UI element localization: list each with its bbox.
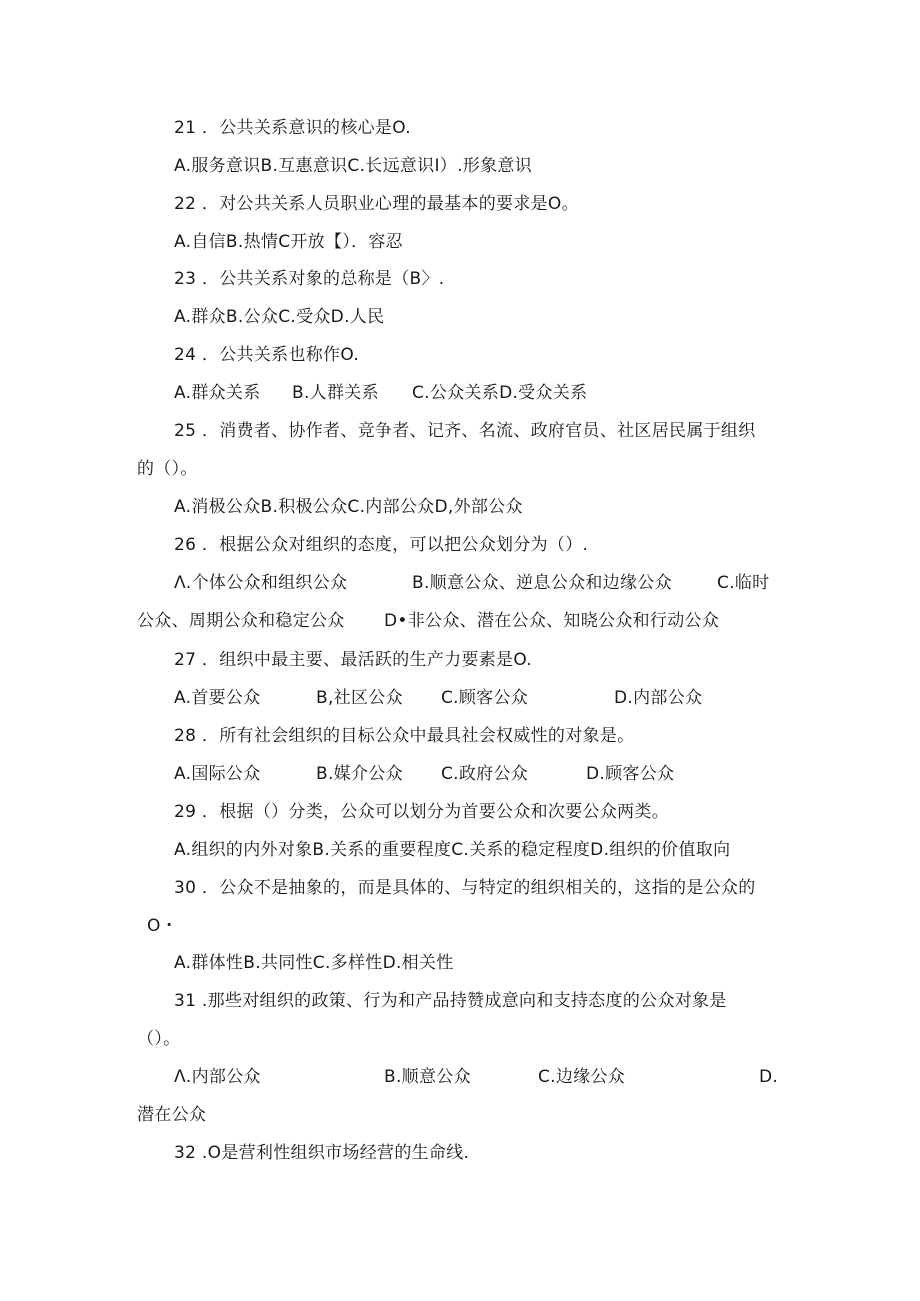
option-a: Λ.个体公众和组织公众 bbox=[174, 573, 348, 593]
option-c-continued: 公众、周期公众和稳定公众 bbox=[137, 611, 345, 631]
question-text: （）。 bbox=[137, 1029, 181, 1049]
option-a: A.首要公众 bbox=[174, 688, 261, 708]
question-text: 的（）。 bbox=[137, 459, 198, 479]
options-text: A.服务意识B.互惠意识C.长远意识I）.形象意识 bbox=[174, 156, 532, 176]
question-text: 23 ．公共关系对象的总称是（B〉. bbox=[174, 269, 445, 289]
option-a: A.国际公众 bbox=[174, 764, 261, 784]
option-d: D.顾客公众 bbox=[586, 764, 675, 784]
option-b: B.人群关系 bbox=[292, 383, 379, 403]
options-text: A.群体性B.共同性C.多样性D.相关性 bbox=[174, 953, 454, 973]
option-c: C.临时 bbox=[717, 573, 770, 593]
option-c: C.边缘公众 bbox=[538, 1067, 626, 1087]
question-text: 32 .O是营利性组织市场经营的生命线. bbox=[174, 1143, 470, 1163]
option-c: C.顾客公众 bbox=[441, 688, 529, 708]
option-b: B.顺意公众、逆息公众和边缘公众 bbox=[412, 573, 672, 593]
option-c-d: C.公众关系D.受众关系 bbox=[412, 383, 588, 403]
question-text: 22 ．对公共关系人员职业心理的最基本的要求是O。 bbox=[174, 194, 579, 214]
options-text: A.消极公众B.积极公众C.内部公众D,外部公众 bbox=[174, 497, 523, 517]
question-text: 25 ．消费者、协作者、竞争者、记齐、名流、政府官员、社区居民属于组织 bbox=[174, 421, 756, 441]
option-d: D.内部公众 bbox=[614, 688, 703, 708]
option-a: Λ.内部公众 bbox=[174, 1067, 261, 1087]
options-text: A.群众B.公众C.受众D.人民 bbox=[174, 307, 385, 327]
option-c: C.政府公众 bbox=[441, 764, 529, 784]
option-b: B.顺意公众 bbox=[384, 1067, 471, 1087]
question-text: 29 ．根据（）分类，公众可以划分为首要公众和次要公众两类。 bbox=[174, 802, 670, 822]
question-text: O・ bbox=[147, 916, 178, 936]
question-text: 31 .那些对组织的政策、行为和产品持赞成意向和支持态度的公众对象是 bbox=[174, 991, 727, 1011]
option-a: A.群众关系 bbox=[174, 383, 261, 403]
option-b: B.媒介公众 bbox=[316, 764, 403, 784]
option-d-continued: 潜在公众 bbox=[137, 1105, 207, 1125]
question-text: 26 ．根据公众对组织的态度，可以把公众划分为（）. bbox=[174, 535, 589, 555]
question-text: 30 ．公众不是抽象的，而是具体的、与特定的组织相关的，这指的是公众的 bbox=[174, 878, 756, 898]
option-d: D•非公众、潜在公众、知晓公众和行动公众 bbox=[384, 611, 720, 631]
question-text: 24 ．公共关系也称作O. bbox=[174, 345, 360, 365]
question-text: 27 ．组织中最主要、最活跃的生产力要素是O. bbox=[174, 650, 533, 670]
options-text: A.自信B.热情C开放【）．容忍 bbox=[174, 232, 403, 252]
question-text: 21 ．公共关系意识的核心是O. bbox=[174, 118, 411, 138]
question-text: 28 ．所有社会组织的目标公众中最具社会权威性的对象是。 bbox=[174, 726, 635, 746]
option-b: B,社区公众 bbox=[316, 688, 403, 708]
options-text: A.组织的内外对象B.关系的重要程度C.关系的稳定程度D.组织的价值取向 bbox=[174, 840, 731, 860]
option-d: D. bbox=[759, 1067, 779, 1087]
